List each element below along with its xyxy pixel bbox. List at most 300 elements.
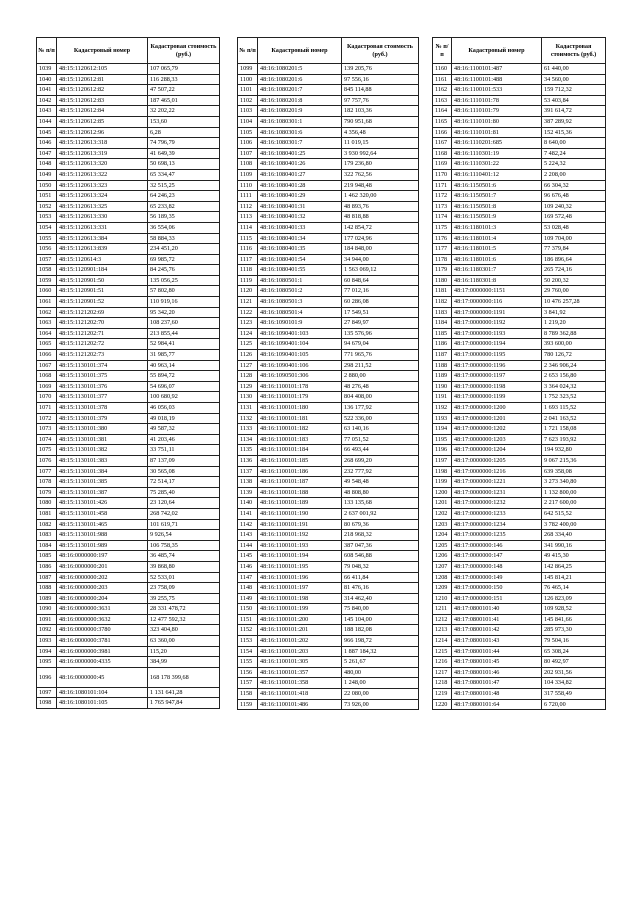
table-row — [433, 434, 606, 445]
row-number: 1183 — [433, 307, 452, 318]
row-number: 1074 — [37, 434, 57, 445]
cadastral-cost: 65 233,82 — [148, 201, 220, 212]
row-number: 1210 — [433, 593, 452, 604]
row-number: 1127 — [238, 360, 258, 371]
row-number: 1186 — [433, 339, 452, 350]
cadastral-number: 48:16:1100101:358 — [258, 678, 342, 689]
cadastral-cost: 63 140,16 — [342, 424, 419, 435]
table-row — [37, 530, 220, 541]
cadastral-number: 48:16:1110301:19 — [452, 148, 542, 159]
cadastral-number: 48:16:1080501:1 — [258, 275, 342, 286]
cadastral-number: 48:17:0000000:1199 — [452, 392, 542, 403]
cadastral-cost: 108 237,60 — [148, 318, 220, 329]
cadastral-cost: 2 346 906,24 — [542, 360, 606, 371]
table-row — [433, 180, 606, 191]
cadastral-cost: 168 178 399,68 — [148, 667, 220, 687]
cadastral-cost: 34 560,00 — [542, 74, 606, 85]
table-row — [37, 74, 220, 85]
row-number: 1200 — [433, 487, 452, 498]
table-row — [238, 551, 419, 562]
cadastral-number: 48:16:1090401:106 — [258, 360, 342, 371]
cadastral-cost: 2 653 156,80 — [542, 371, 606, 382]
cadastral-cost: 845 114,88 — [342, 85, 419, 96]
table-row — [37, 244, 220, 255]
cadastral-number: 48:17:0000000:1235 — [452, 530, 542, 541]
row-number: 1164 — [433, 106, 452, 117]
cadastral-cost: 64 246,23 — [148, 191, 220, 202]
table-row — [238, 328, 419, 339]
cadastral-number: 48:17:0000000:151 — [452, 593, 542, 604]
cadastral-cost: 77 012,16 — [342, 286, 419, 297]
cadastral-number: 48:16:1080201:5 — [258, 64, 342, 75]
table-row — [433, 233, 606, 244]
table-row — [433, 540, 606, 551]
table-row — [238, 403, 419, 414]
table-row — [238, 169, 419, 180]
cadastral-cost: 115,20 — [148, 646, 220, 657]
cadastral-cost: 79 048,32 — [342, 561, 419, 572]
row-number: 1055 — [37, 233, 57, 244]
cadastral-number: 48:17:0000000:146 — [452, 540, 542, 551]
cadastral-cost: 187 465,01 — [148, 95, 220, 106]
row-number: 1099 — [238, 64, 258, 75]
cadastral-number: 48:16:1080301:1 — [258, 116, 342, 127]
cadastral-cost: 298 211,52 — [342, 360, 419, 371]
cadastral-cost: 100 680,92 — [148, 392, 220, 403]
cadastral-cost: 194 932,80 — [542, 445, 606, 456]
cadastral-number: 48:16:0000000:204 — [57, 593, 148, 604]
row-number: 1110 — [238, 180, 258, 191]
table-row — [433, 413, 606, 424]
cadastral-cost: 153,60 — [148, 116, 220, 127]
table-row — [433, 667, 606, 678]
cadastral-number: 48:17:0000000:1203 — [452, 434, 542, 445]
cadastral-number: 48:16:1080501:3 — [258, 297, 342, 308]
row-number: 1075 — [37, 445, 57, 456]
header-number: № п/п — [37, 38, 57, 64]
table-row — [238, 689, 419, 700]
cadastral-number: 48:15:1130101:377 — [57, 392, 148, 403]
cadastral-cost: 41 649,39 — [148, 148, 220, 159]
row-number: 1206 — [433, 551, 452, 562]
table-row — [238, 646, 419, 657]
cadastral-cost: 184 848,00 — [342, 244, 419, 255]
table-row — [37, 127, 220, 138]
table-row — [238, 445, 419, 456]
cadastral-cost: 126 823,09 — [542, 593, 606, 604]
row-number: 1078 — [37, 477, 57, 488]
table-row — [37, 116, 220, 127]
cadastral-number: 48:15:1120612:84 — [57, 106, 148, 117]
cadastral-cost: 268 334,40 — [542, 530, 606, 541]
row-number: 1175 — [433, 222, 452, 233]
cadastral-number: 48:16:1080101:105 — [57, 698, 148, 709]
table-row — [238, 339, 419, 350]
cadastral-number: 48:17:0000000:149 — [452, 572, 542, 583]
cadastral-number: 48:15:1120901:52 — [57, 297, 148, 308]
cadastral-number: 48:15:1120613:323 — [57, 180, 148, 191]
cadastral-cost: 2 041 163,52 — [542, 413, 606, 424]
table-row — [238, 498, 419, 509]
table-row — [433, 551, 606, 562]
cadastral-number: 48:16:0000000:202 — [57, 572, 148, 583]
cadastral-number: 48:17:0000000:1198 — [452, 381, 542, 392]
row-number: 1041 — [37, 85, 57, 96]
table-row — [37, 498, 220, 509]
table-row — [433, 445, 606, 456]
row-number: 1039 — [37, 64, 57, 75]
table-row — [238, 455, 419, 466]
row-number: 1207 — [433, 561, 452, 572]
table-row — [238, 307, 419, 318]
cadastral-cost: 285 973,30 — [542, 625, 606, 636]
cadastral-cost: 145 104,00 — [342, 614, 419, 625]
cadastral-number: 48:16:1100101:203 — [258, 646, 342, 657]
cadastral-number: 48:15:1121202:69 — [57, 307, 148, 318]
cadastral-number: 48:16:1100101:200 — [258, 614, 342, 625]
cadastral-cost: 1 219,20 — [542, 318, 606, 329]
table-row — [37, 275, 220, 286]
row-number: 1130 — [238, 392, 258, 403]
cadastral-cost: 387 047,36 — [342, 540, 419, 551]
cadastral-cost: 135 056,25 — [148, 275, 220, 286]
row-number: 1045 — [37, 127, 57, 138]
cadastral-number: 48:15:1120612:105 — [57, 64, 148, 75]
cadastral-cost: 41 203,46 — [148, 434, 220, 445]
row-number: 1064 — [37, 328, 57, 339]
row-number: 1117 — [238, 254, 258, 265]
table-row — [37, 254, 220, 265]
cadastral-number: 48:15:1120613:384 — [57, 233, 148, 244]
cadastral-number: 48:17:0000000:116 — [452, 297, 542, 308]
cadastral-cost: 50 200,32 — [542, 275, 606, 286]
row-number: 1149 — [238, 593, 258, 604]
row-number: 1095 — [37, 657, 57, 668]
cadastral-cost: 69 985,72 — [148, 254, 220, 265]
header-number: № п/п — [238, 38, 258, 64]
cadastral-number: 48:16:1080401:32 — [258, 212, 342, 223]
cadastral-number: 48:16:0000000:203 — [57, 583, 148, 594]
cadastral-cost: 393 600,00 — [542, 339, 606, 350]
table-row — [433, 699, 606, 710]
header-cadastral-cost: Кадастровая стоимость (руб.) — [342, 38, 419, 64]
cadastral-cost: 75 840,00 — [342, 604, 419, 615]
table-row — [238, 350, 419, 361]
cadastral-number: 48:16:1100101:178 — [258, 381, 342, 392]
row-number: 1054 — [37, 222, 57, 233]
row-number: 1150 — [238, 604, 258, 615]
cadastral-number: 48:16:1100101:194 — [258, 551, 342, 562]
row-number: 1139 — [238, 487, 258, 498]
table-row — [37, 561, 220, 572]
cadastral-cost: 30 565,08 — [148, 466, 220, 477]
cadastral-number: 48:17:0000000:1233 — [452, 508, 542, 519]
cadastral-number: 48:16:1100101:186 — [258, 466, 342, 477]
cadastral-cost: 27 849,97 — [342, 318, 419, 329]
cadastral-cost: 1 132 800,00 — [542, 487, 606, 498]
cadastral-number: 48:16:1100101:187 — [258, 477, 342, 488]
cadastral-number: 48:16:1110101:80 — [452, 116, 542, 127]
row-number: 1166 — [433, 127, 452, 138]
cadastral-cost: 133 135,68 — [342, 498, 419, 509]
cadastral-number: 48:17:0000000:1197 — [452, 371, 542, 382]
cadastral-number: 48:16:1100101:195 — [258, 561, 342, 572]
cadastral-number: 48:16:1080501:4 — [258, 307, 342, 318]
table-row — [37, 148, 220, 159]
cadastral-number: 48:16:1080401:55 — [258, 265, 342, 276]
cadastral-cost: 179 236,80 — [342, 159, 419, 170]
cadastral-number: 48:16:1080401:34 — [258, 233, 342, 244]
table-row — [433, 222, 606, 233]
cadastral-cost: 49 018,19 — [148, 413, 220, 424]
cadastral-number: 48:15:1120613:318 — [57, 138, 148, 149]
row-number: 1122 — [238, 307, 258, 318]
row-number: 1190 — [433, 381, 452, 392]
cadastral-number: 48:16:1100101:202 — [258, 636, 342, 647]
cadastral-number: 48:16:1100101:181 — [258, 413, 342, 424]
cadastral-number: 48:15:1130101:379 — [57, 413, 148, 424]
cadastral-number: 48:16:1180301:7 — [452, 265, 542, 276]
cadastral-cost: 110 919,16 — [148, 297, 220, 308]
cadastral-number: 48:15:1120612:82 — [57, 85, 148, 96]
cadastral-number: 48:16:1080401:35 — [258, 244, 342, 255]
cadastral-cost: 384,99 — [148, 657, 220, 668]
cadastral-number: 48:15:1120612:83 — [57, 95, 148, 106]
row-number: 1084 — [37, 540, 57, 551]
row-number: 1187 — [433, 350, 452, 361]
row-number: 1173 — [433, 201, 452, 212]
cadastral-number: 48:15:1120613:324 — [57, 191, 148, 202]
cadastral-number: 48:16:1100101:305 — [258, 657, 342, 668]
row-number: 1068 — [37, 371, 57, 382]
table-row — [433, 116, 606, 127]
table-row — [37, 455, 220, 466]
table-row — [238, 381, 419, 392]
cadastral-number: 48:17:0000000:1234 — [452, 519, 542, 530]
cadastral-number: 48:15:1120614:3 — [57, 254, 148, 265]
cadastral-cost: 3 273 340,80 — [542, 477, 606, 488]
cadastral-number: 48:16:1090401:104 — [258, 339, 342, 350]
row-number: 1154 — [238, 646, 258, 657]
table-row — [433, 74, 606, 85]
table-row — [433, 328, 606, 339]
table-row — [37, 646, 220, 657]
cadastral-cost: 50 698,13 — [148, 159, 220, 170]
row-number: 1197 — [433, 455, 452, 466]
table-row — [37, 477, 220, 488]
row-number: 1160 — [433, 64, 452, 75]
cadastral-cost: 56 189,35 — [148, 212, 220, 223]
table-row — [37, 540, 220, 551]
cadastral-cost: 48 276,48 — [342, 381, 419, 392]
table-row — [433, 371, 606, 382]
cadastral-number: 48:15:1130101:375 — [57, 371, 148, 382]
cadastral-number: 48:16:1090401:105 — [258, 350, 342, 361]
cadastral-number: 48:17:0800101:43 — [452, 636, 542, 647]
cadastral-number: 48:16:1150501:8 — [452, 201, 542, 212]
table-row — [238, 530, 419, 541]
cadastral-number: 48:17:0000000:1204 — [452, 445, 542, 456]
cadastral-number: 48:16:1080401:25 — [258, 148, 342, 159]
cadastral-cost: 39 868,80 — [148, 561, 220, 572]
row-number: 1165 — [433, 116, 452, 127]
table-row — [433, 254, 606, 265]
cadastral-number: 48:16:0000000:197 — [57, 551, 148, 562]
cadastral-number: 48:16:1110101:79 — [452, 106, 542, 117]
cadastral-cost: 5 261,67 — [342, 657, 419, 668]
cadastral-cost: 3 364 024,32 — [542, 381, 606, 392]
table-row — [433, 498, 606, 509]
cadastral-cost: 33 751,11 — [148, 445, 220, 456]
cadastral-number: 48:15:1120901:51 — [57, 286, 148, 297]
cadastral-number: 48:17:0000000:1202 — [452, 424, 542, 435]
table-row — [238, 191, 419, 202]
row-number: 1201 — [433, 498, 452, 509]
cadastral-cost: 136 177,92 — [342, 403, 419, 414]
table-row — [238, 254, 419, 265]
cadastral-number: 48:16:1090101:9 — [258, 318, 342, 329]
row-number: 1048 — [37, 159, 57, 170]
table-row — [238, 413, 419, 424]
row-number: 1060 — [37, 286, 57, 297]
cadastral-cost: 3 841,92 — [542, 307, 606, 318]
table-row — [37, 392, 220, 403]
row-number: 1066 — [37, 350, 57, 361]
row-number: 1089 — [37, 593, 57, 604]
table-row — [37, 64, 220, 75]
cadastral-number: 48:16:1080301:7 — [258, 138, 342, 149]
row-number: 1157 — [238, 678, 258, 689]
row-number: 1096 — [37, 667, 57, 687]
cadastral-cost: 232 777,92 — [342, 466, 419, 477]
cadastral-number: 48:16:0000000:4335 — [57, 657, 148, 668]
cadastral-cost: 9 926,54 — [148, 530, 220, 541]
cadastral-cost: 522 336,00 — [342, 413, 419, 424]
cadastral-number: 48:15:1120613:320 — [57, 159, 148, 170]
row-number: 1053 — [37, 212, 57, 223]
table-row — [238, 604, 419, 615]
cadastral-number: 48:16:1100101:486 — [258, 699, 342, 710]
cadastral-cost: 142 864,25 — [542, 561, 606, 572]
row-number: 1151 — [238, 614, 258, 625]
table-row — [37, 636, 220, 647]
row-number: 1215 — [433, 646, 452, 657]
cadastral-cost: 65 308,24 — [542, 646, 606, 657]
cadastral-cost: 94 679,04 — [342, 339, 419, 350]
cadastral-number: 48:17:0800101:40 — [452, 604, 542, 615]
row-number: 1080 — [37, 498, 57, 509]
table-row — [37, 297, 220, 308]
cadastral-number: 48:15:1130101:385 — [57, 477, 148, 488]
row-number: 1213 — [433, 625, 452, 636]
table-row — [238, 265, 419, 276]
cadastral-cost: 1 752 323,52 — [542, 392, 606, 403]
row-number: 1133 — [238, 424, 258, 435]
row-number: 1082 — [37, 519, 57, 530]
cadastral-number: 48:16:1110401:12 — [452, 169, 542, 180]
row-number: 1077 — [37, 466, 57, 477]
table-row — [238, 297, 419, 308]
table-row — [433, 265, 606, 276]
table-row — [238, 667, 419, 678]
table-row — [37, 180, 220, 191]
row-number: 1137 — [238, 466, 258, 477]
cadastral-number: 48:16:1100101:192 — [258, 530, 342, 541]
row-number: 1156 — [238, 667, 258, 678]
row-number: 1172 — [433, 191, 452, 202]
table-row — [238, 508, 419, 519]
cadastral-cost: 76 465,14 — [542, 583, 606, 594]
row-number: 1132 — [238, 413, 258, 424]
table-row — [37, 403, 220, 414]
row-number: 1193 — [433, 413, 452, 424]
table-row — [433, 614, 606, 625]
cadastral-cost: 48 818,88 — [342, 212, 419, 223]
cadastral-number: 48:17:0000000:1231 — [452, 487, 542, 498]
cadastral-number: 48:17:0000000:148 — [452, 561, 542, 572]
cadastral-cost: 1 887 184,32 — [342, 646, 419, 657]
row-number: 1155 — [238, 657, 258, 668]
table-row — [433, 169, 606, 180]
row-number: 1181 — [433, 286, 452, 297]
table-row — [433, 466, 606, 477]
row-number: 1040 — [37, 74, 57, 85]
row-number: 1069 — [37, 381, 57, 392]
cadastral-cost: 81 476,16 — [342, 583, 419, 594]
row-number: 1162 — [433, 85, 452, 96]
cadastral-cost: 101 619,71 — [148, 519, 220, 530]
cadastral-cost: 188 182,08 — [342, 625, 419, 636]
table-row — [37, 328, 220, 339]
row-number: 1212 — [433, 614, 452, 625]
cadastral-number: 48:17:0000000:1192 — [452, 318, 542, 329]
table-row — [433, 318, 606, 329]
row-number: 1116 — [238, 244, 258, 255]
table-row — [238, 138, 419, 149]
table-row — [238, 561, 419, 572]
table-row — [37, 593, 220, 604]
row-number: 1204 — [433, 530, 452, 541]
row-number: 1083 — [37, 530, 57, 541]
row-number: 1112 — [238, 201, 258, 212]
row-number: 1101 — [238, 85, 258, 96]
table-row — [238, 583, 419, 594]
table-row — [37, 614, 220, 625]
table-row — [238, 127, 419, 138]
row-number: 1043 — [37, 106, 57, 117]
table-row — [37, 191, 220, 202]
cadastral-number: 48:16:1100101:487 — [452, 64, 542, 75]
cadastral-number: 48:16:1180101:3 — [452, 222, 542, 233]
table-row — [238, 180, 419, 191]
row-number: 1111 — [238, 191, 258, 202]
cadastral-cost: 6,28 — [148, 127, 220, 138]
table-row — [37, 572, 220, 583]
cadastral-cost: 4 356,48 — [342, 127, 419, 138]
cadastral-cost: 804 408,00 — [342, 392, 419, 403]
header-cadastral-number: Кадастровый номер — [258, 38, 342, 64]
table-row — [238, 116, 419, 127]
cadastral-number: 48:15:1120613:839 — [57, 244, 148, 255]
table-row — [433, 455, 606, 466]
cadastral-number: 48:16:0000000:3632 — [57, 614, 148, 625]
cadastral-number: 48:16:1100101:201 — [258, 625, 342, 636]
row-number: 1113 — [238, 212, 258, 223]
cadastral-number: 48:16:1100101:418 — [258, 689, 342, 700]
cadastral-number: 48:15:1120613:330 — [57, 212, 148, 223]
cadastral-cost: 97 556,16 — [342, 74, 419, 85]
cadastral-cost: 177 024,96 — [342, 233, 419, 244]
